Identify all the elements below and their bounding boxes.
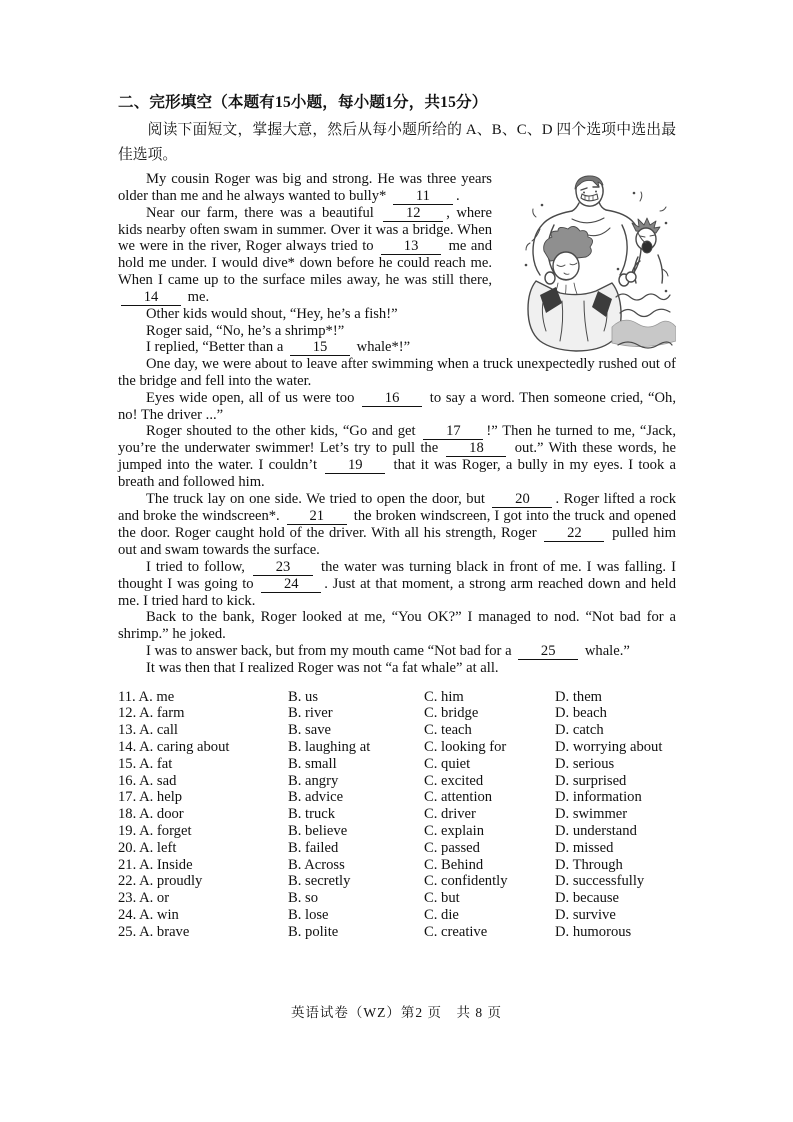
blank-23: 23 [253, 560, 313, 576]
option-19-c: C. explain [424, 822, 484, 839]
blank-21: 21 [287, 509, 347, 525]
option-row-23 [118, 890, 676, 907]
option-row-14 [118, 739, 676, 756]
option-20-c: C. passed [424, 839, 480, 856]
option-row-22 [118, 873, 676, 890]
passage-paragraph: The truck lay on one side. We tried to open the door, but 20 . Roger lifted a rock and broke the windscreen*. 21 the broken windscreen, I got into the truck and opened the door. Roger caught hold of the driver. With all his strength, Roger 22 pulled him out and swam towards the surface. [118, 491, 676, 559]
option-17-c: C. attention [424, 789, 493, 806]
option-19-a: 19. A. forget [118, 822, 192, 839]
passage-paragraph: I was to answer back, but from my mouth came “Not bad for a 25 whale.” [146, 642, 630, 659]
option-20-a: 20. A. left [118, 839, 177, 856]
boy-figure [626, 218, 663, 283]
option-16-d: D. surprised [555, 772, 627, 789]
options-table [118, 689, 676, 941]
page-footer [0, 1001, 793, 1021]
option-row-17 [118, 789, 676, 806]
blank-13: 13 [381, 239, 441, 255]
option-21-c: C. Behind [424, 856, 484, 873]
option-15-d: D. serious [555, 755, 615, 772]
option-23-b: B. so [288, 890, 319, 907]
passage-paragraph: One day, we were about to leave after swimming when a truck unexpectedly rushed out of the bridge and fell into the water. [118, 356, 676, 389]
option-row-21 [118, 857, 676, 874]
option-16-a: 16. A. sad [118, 772, 177, 789]
rescue-illustration-svg [500, 173, 676, 357]
option-18-d: D. swimmer [555, 806, 628, 823]
option-25-d: D. humorous [555, 923, 632, 940]
blank-14: 14 [121, 290, 181, 306]
blank-20: 20 [492, 492, 552, 508]
passage-paragraph: Other kids would shout, “Hey, he’s a fish!” [146, 305, 398, 322]
section-instructions: 阅读下面短文，掌握大意，然后从每小题所给的 A、B、C、D 四个选项中选出最佳选项。 [118, 122, 676, 163]
option-18-a: 18. A. door [118, 806, 184, 823]
option-15-a: 15. A. fat [118, 755, 173, 772]
option-16-b: B. angry [288, 772, 339, 789]
option-22-b: B. secretly [288, 873, 351, 890]
option-24-d: D. survive [555, 906, 616, 923]
option-14-c: C. looking for [424, 738, 507, 755]
option-14-b: B. laughing at [288, 738, 371, 755]
passage-paragraph: I replied, “Better than a 15 whale*!” [146, 339, 411, 356]
option-25-b: B. polite [288, 923, 339, 940]
option-23-c: C. but [424, 890, 460, 907]
option-23-a: 23. A. or [118, 890, 170, 907]
option-row-24 [118, 907, 676, 924]
option-17-d: D. information [555, 789, 642, 806]
option-24-b: B. lose [288, 906, 329, 923]
option-15-b: B. small [288, 755, 337, 772]
option-17-a: 17. A. help [118, 789, 183, 806]
passage-paragraph: My cousin Roger was big and strong. He was three years older than me and he always wanted to bully* 11 . [118, 171, 492, 204]
blank-11: 11 [393, 189, 453, 205]
option-20-b: B. failed [288, 839, 339, 856]
option-13-d: D. catch [555, 722, 604, 739]
option-12-d: D. beach [555, 705, 607, 722]
option-15-c: C. quiet [424, 755, 471, 772]
option-11-a: 11. A. me [118, 688, 175, 705]
option-21-a: 21. A. Inside [118, 856, 193, 873]
option-14-d: D. worrying about [555, 738, 663, 755]
section-heading: 二、完形填空（本题有15小题，每小题1分，共15分） [118, 94, 488, 111]
rescue-illustration [500, 173, 676, 351]
driver-figure [528, 226, 621, 351]
option-21-b: B. Across [288, 856, 345, 873]
option-13-b: B. save [288, 722, 331, 739]
option-19-b: B. believe [288, 822, 348, 839]
option-22-a: 22. A. proudly [118, 873, 203, 890]
option-20-d: D. missed [555, 839, 614, 856]
passage-paragraph: It was then that I realized Roger was not “a fat whale” at all. [146, 659, 499, 676]
cloze-passage [118, 171, 676, 677]
option-12-c: C. bridge [424, 705, 479, 722]
page-footer-text: 英语试卷（WZ）第2 页 共 8 页 [290, 1005, 503, 1020]
option-22-d: D. successfully [555, 873, 645, 890]
option-22-c: C. confidently [424, 873, 508, 890]
option-11-c: C. him [424, 688, 464, 705]
passage-paragraph: Roger shouted to the other kids, “Go and get 17 !” Then he turned to me, “Jack, you’re the underwater swimmer! Let’s try to pull the 18 out.” With these words, he jumped into the water. I couldn’t 19 that it was Roger, a bully in my eyes. I took a breath and followed him. [118, 423, 676, 491]
blank-15: 15 [290, 340, 350, 356]
option-row-20 [118, 840, 676, 857]
passage-paragraph: Roger said, “No, he’s a shrimp*!” [146, 322, 345, 339]
option-row-19 [118, 823, 676, 840]
blank-22: 22 [544, 526, 604, 542]
option-17-b: B. advice [288, 789, 344, 806]
option-row-12 [118, 705, 676, 722]
option-13-c: C. teach [424, 722, 472, 739]
blank-25: 25 [518, 644, 578, 660]
option-24-a: 24. A. win [118, 906, 179, 923]
blank-24: 24 [261, 577, 321, 593]
option-21-d: D. Through [555, 856, 623, 873]
passage-paragraph: I tried to follow, 23 the water was turning black in front of me. I was falling. I thought I was going to 24 . Just at that moment, a strong arm reached down and held me. I tried hard to kick. [118, 558, 676, 609]
exam-content [118, 93, 676, 941]
option-row-13 [118, 722, 676, 739]
blank-19: 19 [325, 458, 385, 474]
blank-12: 12 [383, 206, 443, 222]
blank-18: 18 [446, 441, 506, 457]
option-16-c: C. excited [424, 772, 484, 789]
option-12-b: B. river [288, 705, 333, 722]
option-19-d: D. understand [555, 822, 637, 839]
roger-figure [533, 176, 641, 286]
option-25-c: C. creative [424, 923, 488, 940]
option-13-a: 13. A. call [118, 722, 178, 739]
option-row-15 [118, 756, 676, 773]
blank-16: 16 [362, 391, 422, 407]
option-14-a: 14. A. caring about [118, 738, 230, 755]
option-row-16 [118, 773, 676, 790]
option-12-a: 12. A. farm [118, 705, 185, 722]
option-18-b: B. truck [288, 806, 336, 823]
option-row-18 [118, 806, 676, 823]
option-23-d: D. because [555, 890, 620, 907]
option-row-11 [118, 689, 676, 706]
option-25-a: 25. A. brave [118, 923, 190, 940]
passage-paragraph: Eyes wide open, all of us were too 16 to say a word. Then someone cried, “Oh, no! The driver ...” [118, 389, 676, 423]
blank-17: 17 [423, 424, 483, 440]
option-row-25 [118, 924, 676, 941]
option-18-c: C. driver [424, 806, 476, 823]
option-24-c: C. die [424, 906, 459, 923]
passage-paragraph: Back to the bank, Roger looked at me, “You OK?” I managed to nod. “Not bad for a shrimp.” he joked. [118, 609, 676, 643]
option-11-b: B. us [288, 688, 319, 705]
passage-paragraph: Near our farm, there was a beautiful 12 , where kids nearby often swam in summer. Over it was a bridge. When we were in the river, Roger always tried to 13 me and hold me under. I would dive* down before he could reach me. When I came up to the surface miles away, he was still there, 14 me. [118, 204, 492, 305]
option-11-d: D. them [555, 688, 603, 705]
